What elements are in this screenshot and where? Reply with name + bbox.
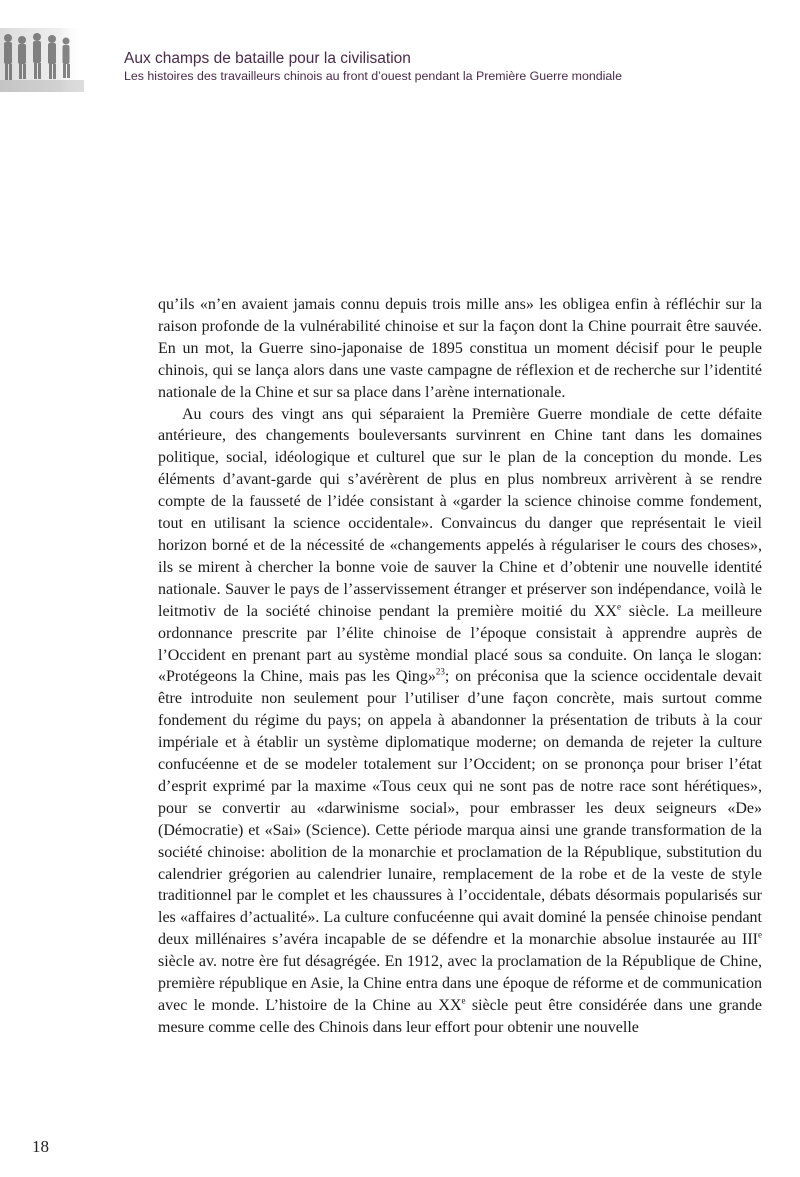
header-photo (0, 28, 84, 92)
running-header (124, 50, 622, 84)
paragraph-2-text-1: Au cours des vingt ans qui séparaient la Première Guerre mondiale de cette défaite antérieure, des changements bouleversants survinrent en Chine tant dans les domaines politique, social, idéologique et culturel que sur le plan de la conception du monde. Les éléments d’avant-garde qui s’avérèrent de plus en plus nombreux arrivèrent à se rendre compte de la fausseté de l’idée consistant à «garder la science chinoise comme fondement, tout en utilisant la science occidentale». Convaincus du danger que représentait le vieil horizon borné et de la nécessité de «changements appelés à régulariser le cours des choses», ils se mirent à chercher la bonne voie de sauver la Chine et d’obtenir une nouvelle identité nationale. Sauver le pays de l’asservissement étranger et préserver son indépendance, voilà le leitmotiv de la société chinoise pendant la première moitié du XX (158, 405, 762, 620)
superscript-e: e (461, 995, 466, 1006)
body-text (158, 294, 762, 1039)
paragraph-2 (158, 404, 762, 1039)
paragraph-2-text-3: ; on préconisa que la science occidentale devait être introduite non seulement pour l’utiliser d’une façon concrète, mais surtout comme fondement du régime du pays; on appela à abandonner la présentation de tributs à la cour impériale et à établir un système diplomatique moderne; on demanda de rejeter la culture confucéenne et de se modeler totalement sur l’Occident; on se prononça pour briser l’état d’esprit exprimé par la maxime «Tous ceux qui ne sont pas de notre race sont hérétiques», pour se convertir au «darwinisme social», pour embrasser les deux seigneurs «De» (Démocratie) et «Sai» (Science). Cette période marqua ainsi une grande transformation de la société chinoise: abolition de la monarchie et proclamation de la République, substitution du calendrier grégorien au calendrier lunaire, remplacement de la robe et de la veste de style traditionnel par le complet et les chaussures à l’occidentale, débats désormais popularisés sur les «affaires d’actualité». La culture confucéenne qui avait dominé la pensée chinoise pendant deux millénaires s’avéra incapable de se défendre et la monarchie absolue instaurée au III (158, 668, 762, 949)
paragraph-2-text-2: siècle. La meilleure ordonnance prescrite par l’élite chinoise de l’époque consistait à apprendre auprès de l’Occident en prenant part au système mondial placé sous sa conduite. On lança le slogan: «Protégeons la Chine, mais pas les Qing» (158, 602, 763, 686)
superscript-e: e (758, 929, 762, 940)
book-subtitle: Les histoires des travailleurs chinois au front d’ouest pendant la Première Guerre mondiale (124, 69, 622, 83)
footnote-ref-23: 23 (435, 667, 445, 678)
paragraph-2-text-5: siècle peut être considérée dans une grande mesure comme celle des Chinois dans leur effort pour obtenir une nouvelle (158, 997, 762, 1036)
superscript-e: e (616, 601, 621, 612)
page-number: 18 (32, 1137, 49, 1156)
workers-photo-icon (0, 28, 84, 92)
paragraph-1: qu’ils «n’en avaient jamais connu depuis trois mille ans» les obligea enfin à réfléchir sur la raison profonde de la vulnérabilité chinoise et sur la façon dont la Chine pourrait être sauvée. En un mot, la Guerre sino-japonaise de 1895 constitua un moment décisif pour le peuple chinois, qui se lança alors dans une vaste campagne de réflexion et de recherche sur l’identité nationale de la Chine et sur sa place dans l’arène internationale. (158, 296, 762, 401)
book-title: Aux champs de bataille pour la civilisation (124, 50, 411, 67)
paragraph-2-text-4: siècle av. notre ère fut désagrégée. En 1912, avec la proclamation de la République de Chine, première république en Asie, la Chine entra dans une époque de réforme et de communication avec le monde. L’histoire de la Chine au XX (158, 953, 762, 1014)
